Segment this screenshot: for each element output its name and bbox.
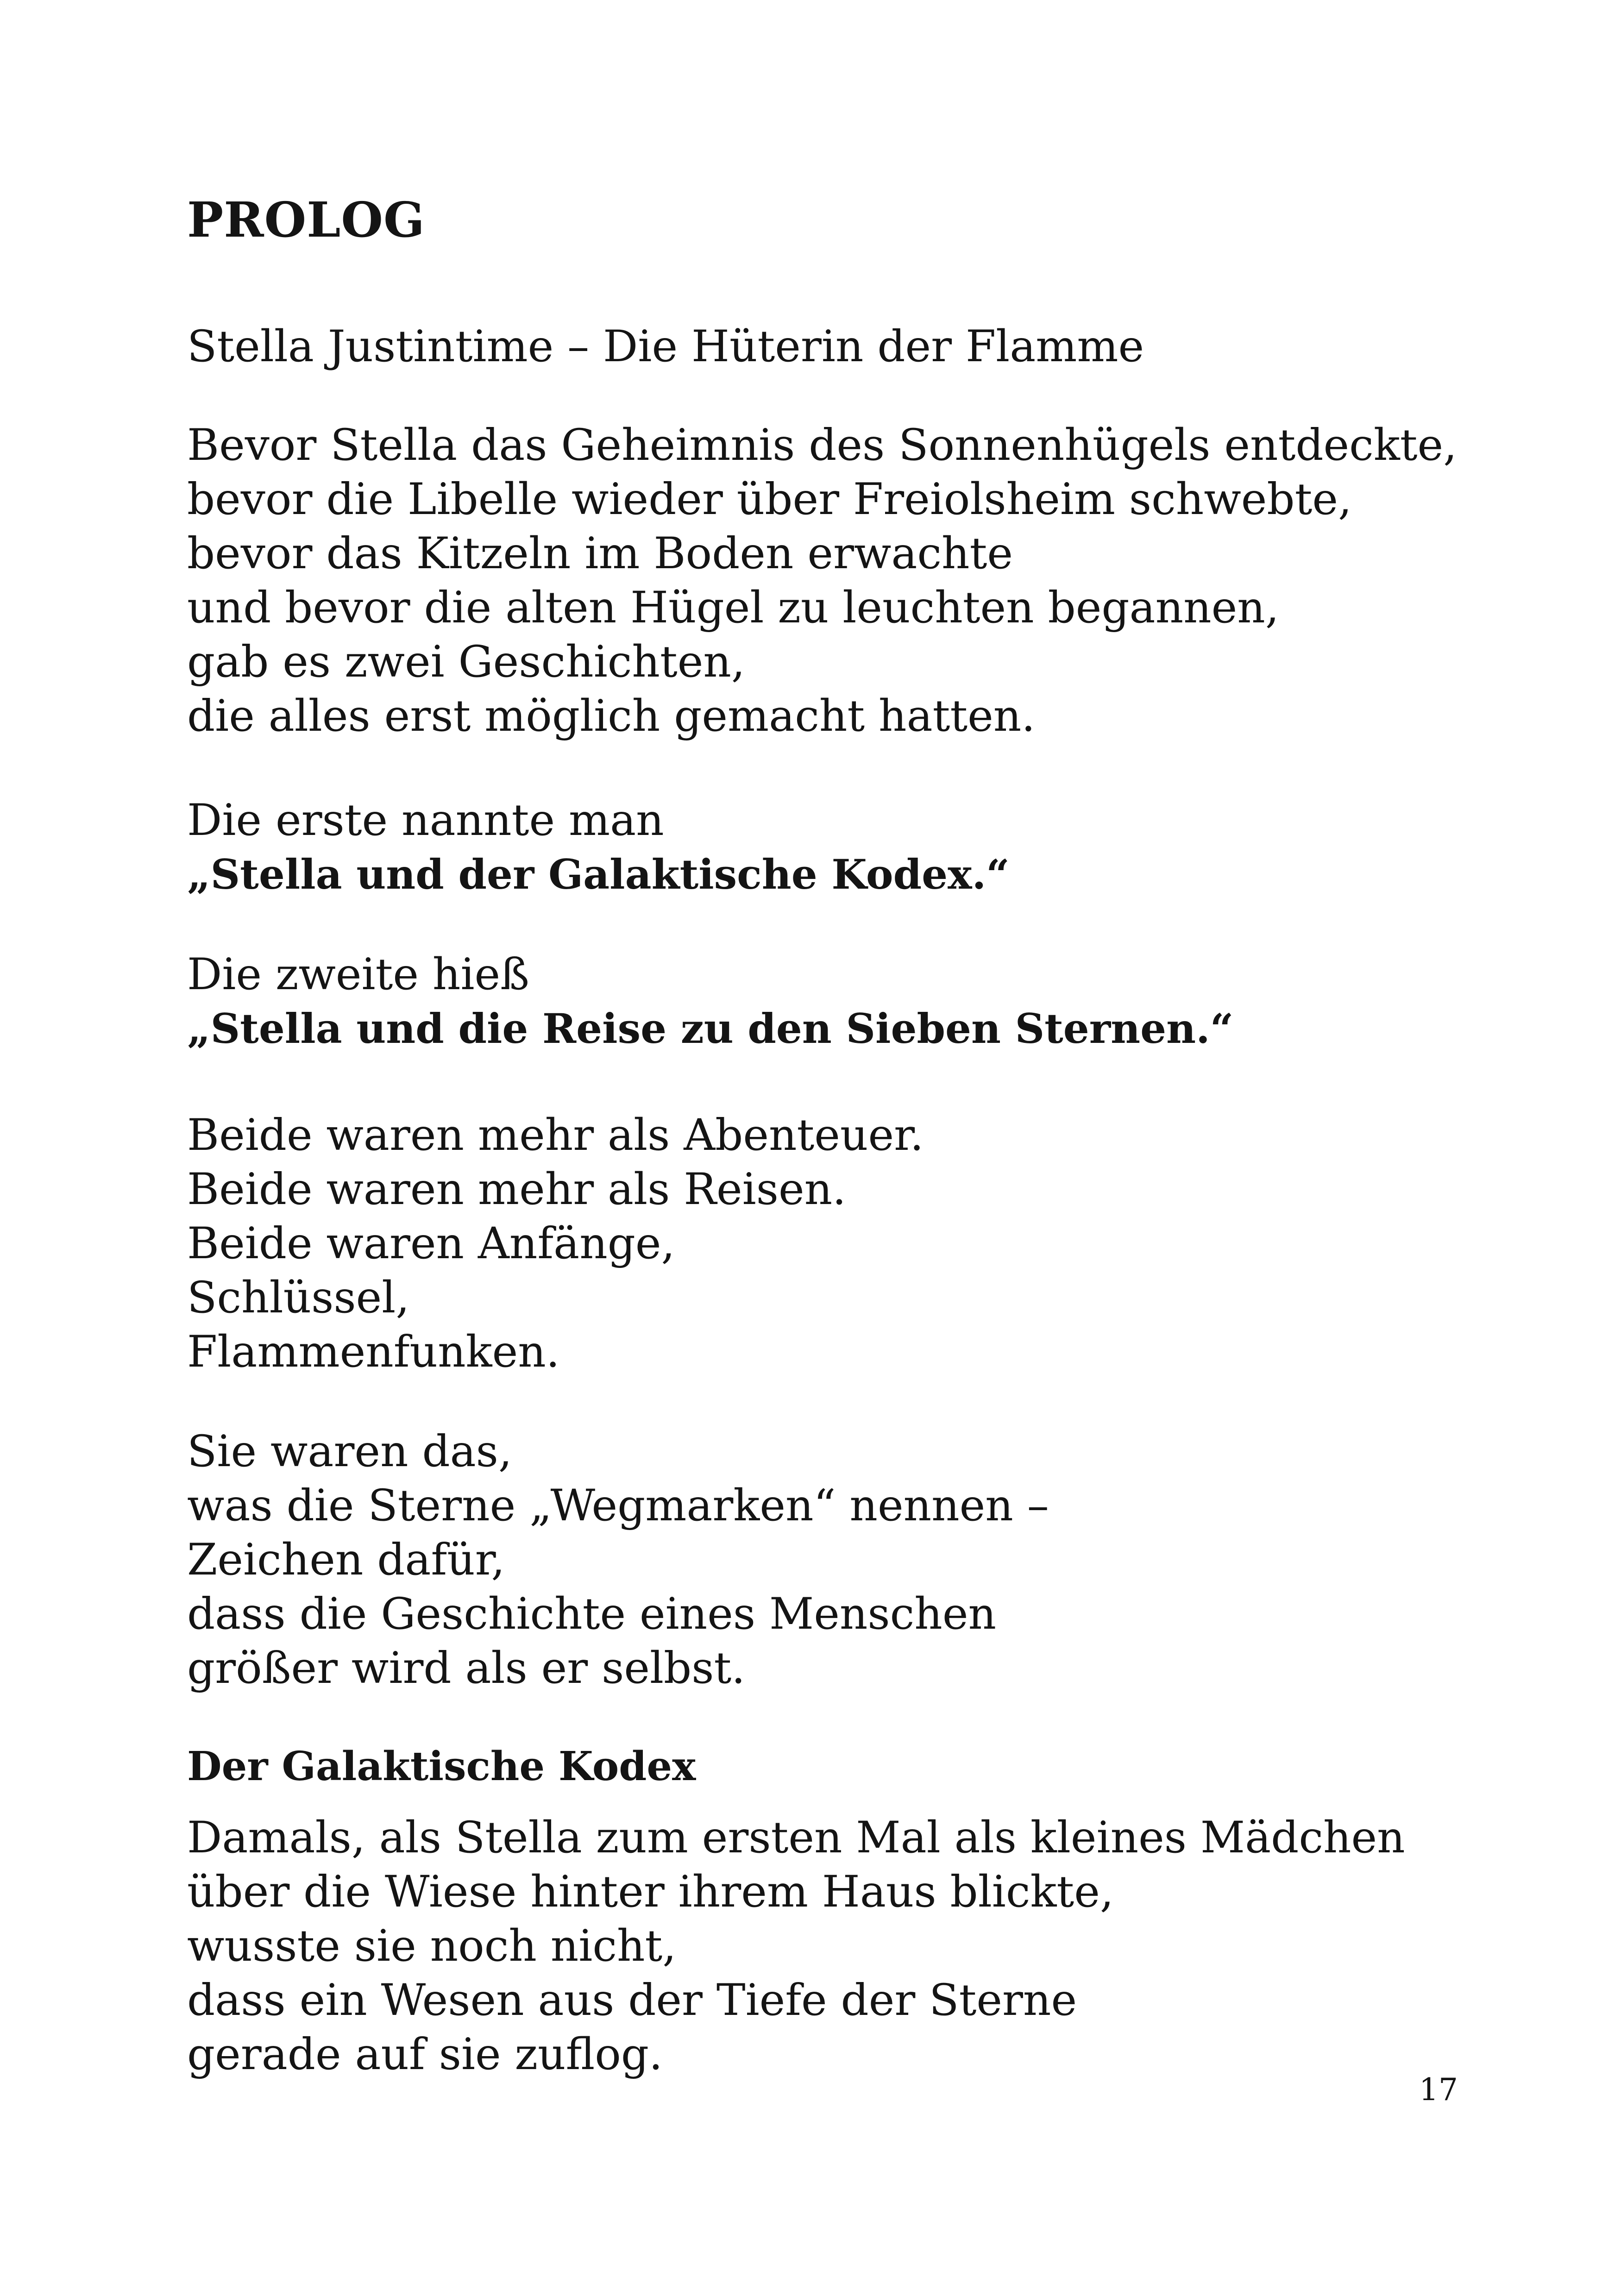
book-title-line: „Stella und der Galaktische Kodex.“ xyxy=(187,850,1010,898)
stanza-3 xyxy=(187,947,1233,1056)
subtitle xyxy=(187,320,1144,374)
poem-line: Sie waren das, xyxy=(187,1426,512,1477)
poem-line: Beide waren mehr als Reisen. xyxy=(187,1164,847,1215)
poem-line: Damals, als Stella zum ersten Mal als kleines Mädchen xyxy=(187,1813,1405,1863)
poem-line: Schlüssel, xyxy=(187,1273,410,1323)
chapter-title: PROLOG xyxy=(187,191,425,248)
poem-line: was die Sterne „Wegmarken“ nennen – xyxy=(187,1480,1049,1531)
poem-line: und bevor die alten Hügel zu leuchten begannen, xyxy=(187,583,1279,633)
poem-line: bevor die Libelle wieder über Freiolsheim schwebte, xyxy=(187,474,1352,525)
poem-line: Beide waren Anfänge, xyxy=(187,1218,675,1269)
poem-line: Beide waren mehr als Abenteuer. xyxy=(187,1110,924,1161)
section-heading: Der Galaktische Kodex xyxy=(187,1743,696,1790)
poem-line: Die zweite hieß xyxy=(187,949,529,1000)
poem-line: Bevor Stella das Geheimnis des Sonnenhügels entdeckte, xyxy=(187,420,1458,470)
poem-line: wusste sie noch nicht, xyxy=(187,1921,677,1971)
stanza-2 xyxy=(187,793,1010,902)
poem-line: gab es zwei Geschichten, xyxy=(187,637,745,687)
poem-line: gerade auf sie zuflog. xyxy=(187,2029,663,2080)
poem-line: bevor das Kitzeln im Boden erwachte xyxy=(187,528,1013,579)
poem-line: dass die Geschichte eines Menschen xyxy=(187,1589,996,1639)
page-number: 17 xyxy=(1419,2072,1458,2108)
subtitle-line: Stella Justintime – Die Hüterin der Flamme xyxy=(187,321,1144,372)
poem-line: Zeichen dafür, xyxy=(187,1535,505,1585)
poem-line: die alles erst möglich gemacht hatten. xyxy=(187,691,1036,741)
poem-line: größer wird als er selbst. xyxy=(187,1643,746,1694)
poem-line: Die erste nannte man xyxy=(187,795,664,846)
stanza-4 xyxy=(187,1108,924,1379)
poem-line: dass ein Wesen aus der Tiefe der Sterne xyxy=(187,1975,1077,2026)
book-title-line: „Stella und die Reise zu den Sieben Sternen.“ xyxy=(187,1004,1234,1053)
section-stanza xyxy=(187,1811,1405,2082)
poem-line: Flammenfunken. xyxy=(187,1327,560,1377)
stanza-5 xyxy=(187,1424,1049,1695)
poem-line: über die Wiese hinter ihrem Haus blickte, xyxy=(187,1867,1114,1917)
stanza-1 xyxy=(187,418,1457,743)
